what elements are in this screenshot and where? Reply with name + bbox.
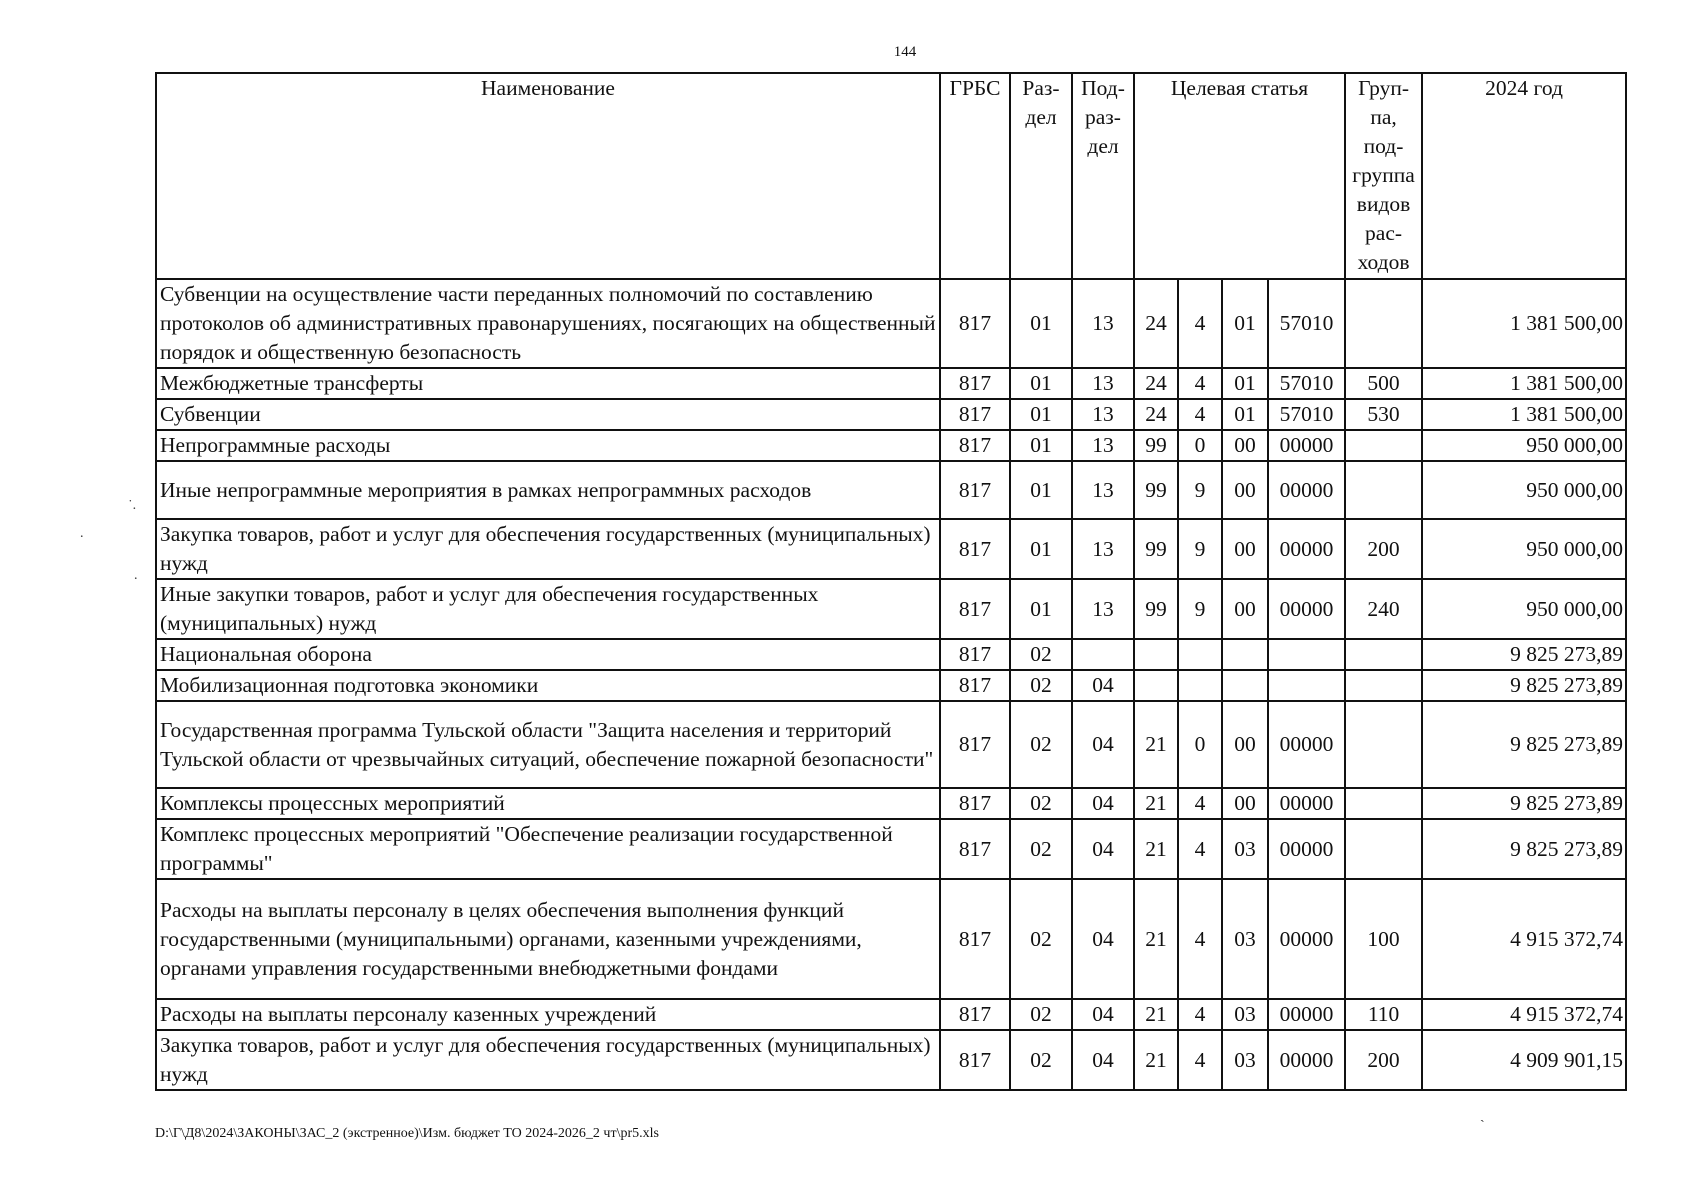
cell-grbs: 817: [940, 279, 1010, 368]
cell-target-article-2: 4: [1178, 999, 1222, 1030]
cell-target-article-2: 9: [1178, 461, 1222, 519]
cell-name: Комплекс процессных мероприятий "Обеспечение реализации государственной программы": [156, 819, 940, 879]
cell-section: 02: [1010, 639, 1072, 670]
cell-name: Расходы на выплаты персоналу казенных учреждений: [156, 999, 940, 1030]
cell-group: 110: [1345, 999, 1422, 1030]
cell-target-article-2: 4: [1178, 279, 1222, 368]
cell-amount: 950 000,00: [1422, 579, 1626, 639]
cell-name: Государственная программа Тульской области "Защита населения и территорий Тульской области от чрезвычайных ситуаций, обеспечение пожарной безопасности": [156, 701, 940, 788]
cell-section: 02: [1010, 788, 1072, 819]
footer-file-path: D:\Г\Д8\2024\ЗАКОНЫ\ЗАС_2 (экстренное)\Изм. бюджет ТО 2024-2026_2 чт\pr5.xls: [155, 1126, 659, 1141]
scan-speck: .: [80, 526, 84, 541]
cell-group: [1345, 670, 1422, 701]
cell-subsection: 13: [1072, 519, 1134, 579]
cell-target-article-1: 21: [1134, 819, 1178, 879]
cell-target-article-2: 0: [1178, 430, 1222, 461]
cell-group: [1345, 461, 1422, 519]
cell-grbs: 817: [940, 430, 1010, 461]
cell-target-article-2: [1178, 670, 1222, 701]
cell-target-article-3: 01: [1222, 399, 1268, 430]
cell-target-article-1: 99: [1134, 519, 1178, 579]
cell-amount: 4 915 372,74: [1422, 999, 1626, 1030]
cell-grbs: 817: [940, 701, 1010, 788]
cell-target-article-1: 21: [1134, 879, 1178, 999]
cell-group: [1345, 788, 1422, 819]
cell-name: Мобилизационная подготовка экономики: [156, 670, 940, 701]
cell-target-article-3: 03: [1222, 1030, 1268, 1090]
cell-target-article-4: 00000: [1268, 701, 1345, 788]
budget-table: [155, 72, 1627, 1091]
table-row: [156, 519, 1626, 579]
table-row: [156, 279, 1626, 368]
table-row: [156, 999, 1626, 1030]
cell-amount: 950 000,00: [1422, 461, 1626, 519]
cell-target-article-4: 00000: [1268, 819, 1345, 879]
cell-amount: 4 915 372,74: [1422, 879, 1626, 999]
cell-target-article-4: 00000: [1268, 999, 1345, 1030]
cell-target-article-1: 21: [1134, 788, 1178, 819]
cell-name: Субвенции: [156, 399, 940, 430]
cell-target-article-4: [1268, 639, 1345, 670]
cell-group: 200: [1345, 1030, 1422, 1090]
header-group: Груп- па, под- группа видов рас- ходов: [1345, 73, 1422, 279]
header-year: 2024 год: [1422, 73, 1626, 279]
cell-amount: 950 000,00: [1422, 519, 1626, 579]
table-body: [156, 279, 1626, 1090]
header-section: Раз- дел: [1010, 73, 1072, 279]
cell-target-article-1: 99: [1134, 579, 1178, 639]
cell-grbs: 817: [940, 368, 1010, 399]
cell-amount: 9 825 273,89: [1422, 701, 1626, 788]
table-row: [156, 399, 1626, 430]
cell-name: Комплексы процессных мероприятий: [156, 788, 940, 819]
cell-subsection: [1072, 639, 1134, 670]
cell-section: 01: [1010, 519, 1072, 579]
cell-grbs: 817: [940, 670, 1010, 701]
scan-speck: ˏ: [1480, 1108, 1485, 1123]
cell-target-article-1: 21: [1134, 999, 1178, 1030]
cell-grbs: 817: [940, 1030, 1010, 1090]
cell-target-article-1: [1134, 639, 1178, 670]
cell-subsection: 04: [1072, 788, 1134, 819]
cell-amount: 1 381 500,00: [1422, 368, 1626, 399]
cell-target-article-4: 00000: [1268, 1030, 1345, 1090]
cell-grbs: 817: [940, 519, 1010, 579]
cell-target-article-3: 00: [1222, 579, 1268, 639]
table-row: [156, 1030, 1626, 1090]
table-row: [156, 579, 1626, 639]
cell-name: Межбюджетные трансферты: [156, 368, 940, 399]
cell-group: [1345, 639, 1422, 670]
cell-target-article-4: 57010: [1268, 368, 1345, 399]
table-row: [156, 819, 1626, 879]
cell-section: 01: [1010, 430, 1072, 461]
cell-target-article-3: [1222, 639, 1268, 670]
table-row: [156, 368, 1626, 399]
cell-group: 240: [1345, 579, 1422, 639]
cell-target-article-3: 00: [1222, 788, 1268, 819]
table-header-row: [156, 73, 1626, 279]
cell-target-article-4: [1268, 670, 1345, 701]
cell-name: Иные непрограммные мероприятия в рамках непрограммных расходов: [156, 461, 940, 519]
cell-name: Закупка товаров, работ и услуг для обеспечения государственных (муниципальных) нужд: [156, 519, 940, 579]
cell-grbs: 817: [940, 639, 1010, 670]
cell-subsection: 04: [1072, 701, 1134, 788]
cell-amount: 9 825 273,89: [1422, 639, 1626, 670]
cell-target-article-3: 00: [1222, 701, 1268, 788]
cell-target-article-1: 99: [1134, 430, 1178, 461]
table-row: [156, 670, 1626, 701]
cell-target-article-3: 01: [1222, 368, 1268, 399]
cell-subsection: 13: [1072, 368, 1134, 399]
cell-target-article-4: 00000: [1268, 579, 1345, 639]
cell-section: 02: [1010, 701, 1072, 788]
table-row: [156, 701, 1626, 788]
cell-section: 01: [1010, 579, 1072, 639]
cell-amount: 9 825 273,89: [1422, 788, 1626, 819]
cell-name: Непрограммные расходы: [156, 430, 940, 461]
cell-subsection: 04: [1072, 819, 1134, 879]
cell-target-article-4: 00000: [1268, 879, 1345, 999]
cell-subsection: 13: [1072, 579, 1134, 639]
page-number: 144: [893, 44, 917, 60]
cell-section: 01: [1010, 279, 1072, 368]
cell-group: 200: [1345, 519, 1422, 579]
header-target-article: Целевая статья: [1134, 73, 1345, 279]
cell-group: [1345, 279, 1422, 368]
cell-target-article-3: 00: [1222, 519, 1268, 579]
table-row: [156, 788, 1626, 819]
cell-group: 500: [1345, 368, 1422, 399]
cell-target-article-4: 00000: [1268, 430, 1345, 461]
cell-group: 100: [1345, 879, 1422, 999]
cell-amount: 1 381 500,00: [1422, 279, 1626, 368]
cell-target-article-1: 21: [1134, 1030, 1178, 1090]
cell-target-article-3: 00: [1222, 461, 1268, 519]
cell-target-article-1: 24: [1134, 399, 1178, 430]
cell-target-article-2: 4: [1178, 788, 1222, 819]
cell-target-article-4: 00000: [1268, 461, 1345, 519]
table-row: [156, 430, 1626, 461]
cell-section: 02: [1010, 879, 1072, 999]
cell-target-article-2: 9: [1178, 579, 1222, 639]
cell-subsection: 04: [1072, 1030, 1134, 1090]
cell-target-article-3: [1222, 670, 1268, 701]
cell-section: 02: [1010, 670, 1072, 701]
cell-name: Национальная оборона: [156, 639, 940, 670]
cell-amount: 4 909 901,15: [1422, 1030, 1626, 1090]
cell-target-article-4: 00000: [1268, 519, 1345, 579]
cell-section: 02: [1010, 819, 1072, 879]
cell-target-article-3: 03: [1222, 819, 1268, 879]
cell-target-article-4: 57010: [1268, 279, 1345, 368]
cell-grbs: 817: [940, 879, 1010, 999]
cell-grbs: 817: [940, 819, 1010, 879]
cell-section: 01: [1010, 368, 1072, 399]
cell-target-article-3: 03: [1222, 879, 1268, 999]
header-grbs: ГРБС: [940, 73, 1010, 279]
cell-subsection: 13: [1072, 399, 1134, 430]
cell-name: Расходы на выплаты персоналу в целях обеспечения выполнения функций государственными (муниципальными) органами, казенными учреждениями, органами управления государственными внебюджетными фондами: [156, 879, 940, 999]
cell-target-article-1: 99: [1134, 461, 1178, 519]
cell-group: [1345, 430, 1422, 461]
table-row: [156, 639, 1626, 670]
cell-subsection: 13: [1072, 430, 1134, 461]
cell-subsection: 04: [1072, 670, 1134, 701]
header-name: Наименование: [156, 73, 940, 279]
cell-target-article-1: 21: [1134, 701, 1178, 788]
cell-section: 01: [1010, 461, 1072, 519]
cell-section: 02: [1010, 999, 1072, 1030]
cell-amount: 9 825 273,89: [1422, 670, 1626, 701]
cell-group: [1345, 819, 1422, 879]
cell-group: [1345, 701, 1422, 788]
cell-subsection: 04: [1072, 999, 1134, 1030]
cell-target-article-2: 4: [1178, 399, 1222, 430]
cell-grbs: 817: [940, 579, 1010, 639]
cell-subsection: 13: [1072, 461, 1134, 519]
cell-name: Субвенции на осуществление части переданных полномочий по составлению протоколов об административных правонарушениях, посягающих на общественный порядок и общественную безопасность: [156, 279, 940, 368]
cell-amount: 1 381 500,00: [1422, 399, 1626, 430]
header-subsection: Под- раз- дел: [1072, 73, 1134, 279]
cell-amount: 950 000,00: [1422, 430, 1626, 461]
cell-subsection: 04: [1072, 879, 1134, 999]
table-row: [156, 879, 1626, 999]
cell-target-article-4: 57010: [1268, 399, 1345, 430]
cell-name: Закупка товаров, работ и услуг для обеспечения государственных (муниципальных) нужд: [156, 1030, 940, 1090]
cell-subsection: 13: [1072, 279, 1134, 368]
cell-target-article-3: 01: [1222, 279, 1268, 368]
cell-target-article-2: 4: [1178, 879, 1222, 999]
cell-target-article-3: 03: [1222, 999, 1268, 1030]
cell-name: Иные закупки товаров, работ и услуг для обеспечения государственных (муниципальных) нужд: [156, 579, 940, 639]
cell-grbs: 817: [940, 399, 1010, 430]
cell-amount: 9 825 273,89: [1422, 819, 1626, 879]
cell-target-article-1: 24: [1134, 368, 1178, 399]
cell-grbs: 817: [940, 999, 1010, 1030]
cell-section: 02: [1010, 1030, 1072, 1090]
scan-speck: ˙.: [128, 498, 137, 513]
cell-target-article-2: 0: [1178, 701, 1222, 788]
cell-grbs: 817: [940, 461, 1010, 519]
cell-target-article-1: [1134, 670, 1178, 701]
cell-target-article-1: 24: [1134, 279, 1178, 368]
cell-target-article-2: 9: [1178, 519, 1222, 579]
cell-target-article-2: [1178, 639, 1222, 670]
cell-group: 530: [1345, 399, 1422, 430]
cell-target-article-3: 00: [1222, 430, 1268, 461]
cell-grbs: 817: [940, 788, 1010, 819]
cell-target-article-2: 4: [1178, 368, 1222, 399]
cell-target-article-2: 4: [1178, 1030, 1222, 1090]
table-row: [156, 461, 1626, 519]
scan-speck: .: [134, 568, 138, 583]
cell-target-article-4: 00000: [1268, 788, 1345, 819]
cell-target-article-2: 4: [1178, 819, 1222, 879]
cell-section: 01: [1010, 399, 1072, 430]
